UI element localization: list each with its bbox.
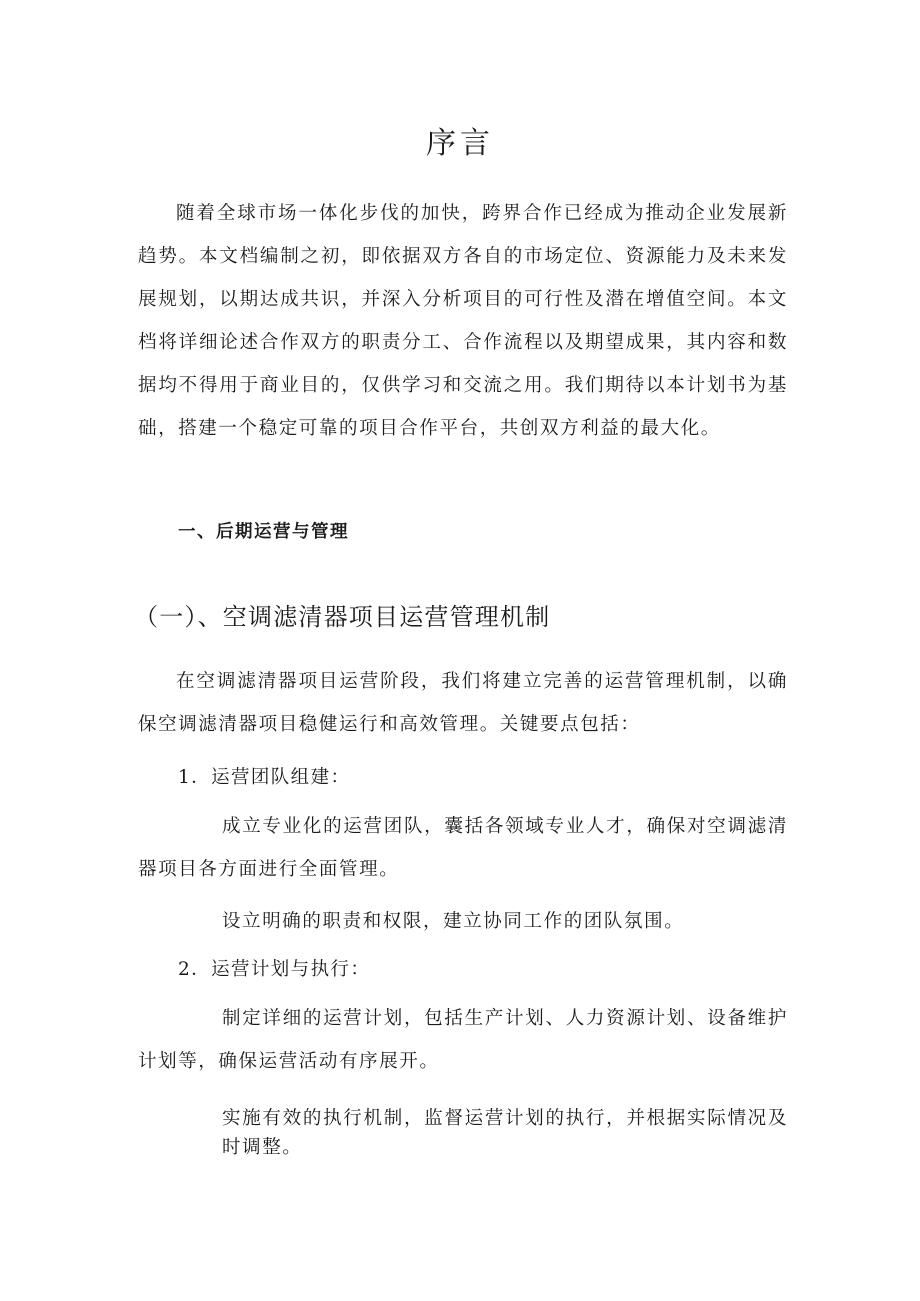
list-item-point: 制定详细的运营计划，包括生产计划、人力资源计划、设备维护计划等，确保运营活动有序展开。 xyxy=(138,1008,788,1072)
list-item-point: 设立明确的职责和权限，建立协同工作的团队氛围。 xyxy=(222,911,685,932)
subsection-heading: （一）、空调滤清器项目运营管理机制 xyxy=(134,603,551,631)
intro-paragraph: 随着全球市场一体化步伐的加快，跨界合作已经成为推动企业发展新趋势。本文档编制之初，即依据双方各自的市场定位、资源能力及未来发展规划，以期达成共识，并深入分析项目的可行性及潜在增值空间。本文档将详细论述合作双方的职责分工、合作流程以及期望成果，其内容和数据均不得用于商业目的，仅供学习和交流之用。我们期待以本计划书为基础，搭建一个稳定可靠的项目合作平台，共创双方利益的最大化。 xyxy=(138,203,788,439)
list-item-label: 1．运营团队组建： xyxy=(178,767,351,788)
list-item-point: 成立专业化的运营团队，囊括各领域专业人才，确保对空调滤清器项目各方面进行全面管理。 xyxy=(138,816,788,880)
list-item-label: 2．运营计划与执行： xyxy=(178,959,371,980)
section-heading: 一、后期运营与管理 xyxy=(178,522,349,542)
page-title: 序言 xyxy=(426,126,494,161)
subsection-intro-paragraph: 在空调滤清器项目运营阶段，我们将建立完善的运营管理机制，以确保空调滤清器项目稳健运行和高效管理。关键要点包括： xyxy=(138,671,788,735)
list-item-point: 实施有效的执行机制，监督运营计划的执行，并根据实际情况及时调整。 xyxy=(222,1108,788,1158)
